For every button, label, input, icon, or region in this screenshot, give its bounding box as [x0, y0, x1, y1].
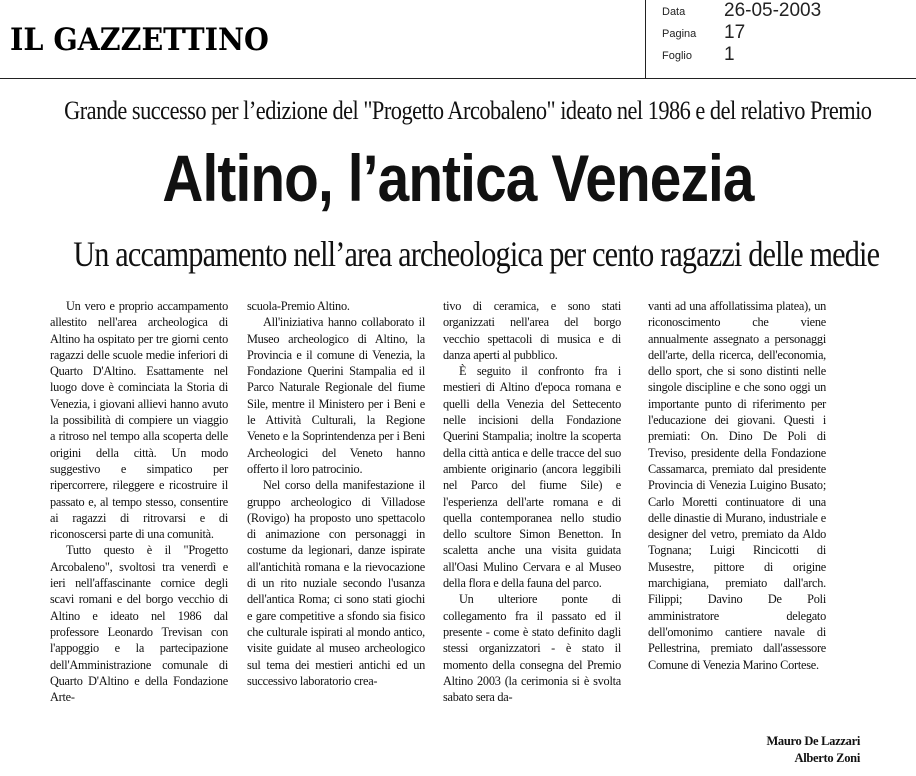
article-column-2: [247, 298, 425, 689]
paragraph: Un ulteriore ponte di collegamento fra il passato ed il presente - come è stato definito dagli stessi organizzatori - è stato il momento della consegna del Premio Altino 2003 (la cerimonia si è svolta sabato sera da-: [443, 592, 621, 705]
byline-author-1: Mauro De Lazzari: [766, 734, 860, 748]
meta-date-row: [662, 0, 912, 22]
newspaper-logo: IL GAZZETTINO: [10, 22, 269, 58]
sheet-value: 1: [724, 44, 735, 65]
page-label: Pagina: [662, 28, 697, 40]
page-value: 17: [724, 22, 746, 43]
paragraph: Tutto questo è il "Progetto Arcobaleno", svoltosi tra venerdì e ieri nell'affascinante cornice degli scavi romani e del borgo vecchio di Altino e ideato nel 1986 dal professore Leonardo Trevisan con l'appoggio e la partecipazione dell'Amministrazione comunale di Quarto D'Altino e della Fondazione Arte-: [50, 543, 228, 705]
meta-sheet-row: [662, 44, 912, 66]
paragraph: Nel corso della manifestazione il gruppo archeologico di Villadose (Rovigo) ha proposto uno spettacolo di animazione con personaggi in costume da legionari, danze ispirate all'antichità romana e la rievocazione di un rito nuziale secondo l'usanza dell'antica Roma; ci sono stati giochi e gare competitive a sfondo sia fisico che culturale ispirati al mondo antico, visite guidate al museo archeologico sul tema dei mestieri antichi ed un successivo laboratorio crea-: [247, 478, 425, 688]
paragraph: tivo di ceramica, e sono stati organizzati nell'area del borgo vecchio spettacoli di musica e di danza aperti al pubblico.: [443, 299, 621, 362]
article-column-4: [648, 298, 826, 673]
date-value: 26-05-2003: [724, 0, 822, 21]
sheet-label: Foglio: [662, 50, 692, 62]
paragraph: vanti ad una affollatissima platea), un riconoscimento che viene annualmente assegnato a personaggi dell'arte, della ricerca, dell'economia, dello sport, che si sono distinti nelle singole discipline e che sono oggi un importante punto di riferimento per l'educazione dei giovani. Questi i premiati: On. Dino De Poli di Treviso, presidente della Fondazione Cassamarca, premiato dal presidente Provincia di Venezia Luigino Busato; Carlo Moretti continuatore di una delle dinastie di Murano, industriale e designer del vetro, premiato da Aldo Tognana; Luigi Rincicotti di Musestre, pittore di origine marchigiana, premiato dall'arch. Filippi; Davino De Poli amministratore delegato dell'omonimo cantiere navale di Pellestrina, premiato dall'assessore Comune di Venezia Marino Cortese.: [648, 299, 826, 672]
paragraph: Un vero e proprio accampamento allestito nell'area archeologica di Altino ha ospitato per tre giorni cento ragazzi delle scuole medie inferiori di Quarto D'Altino. Esattamente nel luogo dove è cominciata la Storia di Venezia, i giovani allievi hanno avuto la possibilità di compiere un viaggio a ritroso nel tempo alla scoperta delle origini della città. Un modo suggestivo e simpatico per ripercorrere, rileggere e ricostruire il passato e, al tempo stesso, consentire ai ragazzi di ritrovarsi e di riconoscersi parte di una comunità.: [50, 299, 228, 542]
article-subhead: Un accampamento nell’area archeologica per cento ragazzi delle medie: [73, 234, 880, 274]
byline-author-2: Alberto Zoni: [794, 751, 860, 765]
masthead: [0, 0, 916, 79]
meta-page-row: [662, 22, 912, 44]
paragraph: scuola-Premio Altino.: [247, 299, 350, 313]
paragraph: È seguito il confronto fra i mestieri di Altino d'epoca romana e quelli della Venezia del Settecento nelle incisioni della Fondazione Querini Stampalia; inoltre la scoperta della città antica e delle tracce del suo ambiente originario (ancora leggibili nel Parco del fiume Sile) e l'esperienza dell'arte romana e di quella contemporanea nello studio dello scultore Simon Benetton. In scaletta anche una visita guidata all'Oasi Mulino Cervara e al Museo della flora e della fauna del parco.: [443, 364, 621, 591]
clipping-meta: [662, 0, 912, 66]
date-label: Data: [662, 6, 686, 18]
article-column-1: [50, 298, 228, 705]
paragraph: All'iniziativa hanno collaborato il Museo archeologico di Altino, la Provincia e il comune di Venezia, la Fondazione Querini Stampalia ed il Parco Naturale Regionale del fiume Sile, mentre il Ministero per i Beni e le Attività Culturali, la Regione Veneto e la Soprintendenza per i Beni Archeologici del Veneto hanno offerto il loro patrocinio.: [247, 315, 425, 476]
masthead-logo-box: [0, 0, 646, 78]
article-column-3: [443, 298, 621, 705]
article-kicker: Grande successo per l’edizione del "Progetto Arcobaleno" ideato nel 1986 e del relativo Premio: [64, 96, 872, 125]
article-headline: Altino, l’antica Venezia: [162, 141, 754, 215]
